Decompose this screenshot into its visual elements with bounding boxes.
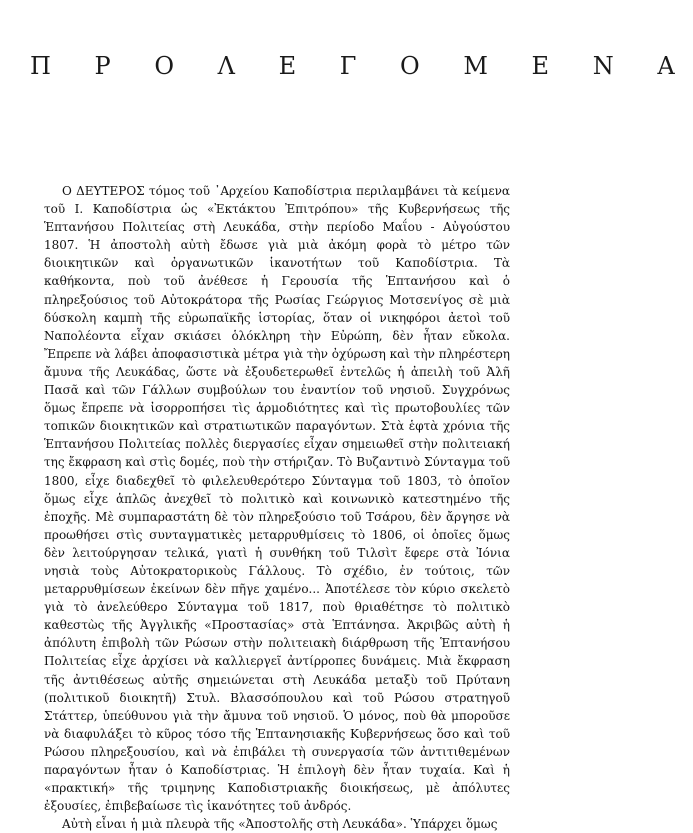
paragraph-1: Ο ΔΕΥΤΕΡΟΣ τόμος τοῦ ᾿Αρχείου Καποδίστρια περιλαμβάνει τὰ κείμενα τοῦ Ι. Καποδίστρια ὡς «Ἐκτάκτου Ἐπιτρόπου» τῆς Κυβερνήσεως τῆς Ἑπτανήσου Πολιτείας στὴ Λευκάδα, στὴν περίοδο Μαΐου - Αὐγούστου 1807. Ἡ ἀποστολὴ αὐτὴ ἔδωσε γιὰ μιὰ ἀκόμη φορὰ τὸ μέτρο τῶν διοικητικῶν καὶ ὀργανωτικῶν ἱκανοτήτων τοῦ Καποδίστρια. Τὰ καθήκοντα, ποὺ τοῦ ἀνέθεσε ἡ Γερουσία τῆς Ἑπτανήσου καὶ ὁ πληρεξούσιος τοῦ Αὐτοκράτορα τῆς Ρωσίας Γεώργιος Μοτσενίγος σὲ μιὰ δύσκολη καμπὴ τῆς εὐρωπαϊκῆς ἱστορίας, ὅταν οἱ νικηφόροι ἀετοὶ τοῦ Ναπολέοντα εἶχαν σκιάσει ὁλόκληρη τὴν Εὐρώπη, δὲν ἦταν εὔκολα. Ἔπρεπε νὰ λάβει ἀποφασιστικὰ μέτρα γιὰ τὴν ὀχύρωση καὶ τὴν πληρέστερη ἄμυνα τῆς Λευκάδας, ὥστε νὰ ἐξουδετερωθεῖ ἐντελῶς ἡ ἀπειλὴ τοῦ Ἀλῆ Πασᾶ καὶ τῶν Γάλλων συμβούλων του ἐναντίον τοῦ νησιοῦ. Συγχρόνως ὅμως ἔπρεπε νὰ ἰσορροπήσει τὶς ἁρμοδιότητες καὶ τὶς πρωτοβουλίες τῶν τοπικῶν διοικητικῶν καὶ στρατιωτικῶν παραγόντων. Στὰ ἑφτὰ χρόνια τῆς Ἑπτανήσου Πολιτείας πολλὲς διεργασίες εἶχαν σημειωθεῖ στὴν πολιτειακή της ἔκφραση καὶ στὶς δομές, ποὺ τὴν στήριζαν. Τὸ Βυζαντινὸ Σύνταγμα τοῦ 1800, εἶχε διαδεχθεῖ τὸ φιλελευθερότερο Σύνταγμα τοῦ 1803, τὸ ὁποῖον ὅμως εἶχε ἁπλῶς ἀνεχθεῖ τὸ πολιτικὸ καὶ κοινωνικὸ κατεστημένο τῆς ἐποχῆς. Μὲ συμπαραστάτη δὲ τὸν πληρεξούσιο τοῦ Τσάρου, δὲν ἄργησε νὰ προωθήσει στὶς συνταγματικὲς μεταρρυθμίσεις τὸ 1806, οἱ ὁποῖες ὅμως δὲν λειτούργησαν τελικά, γιατὶ ἡ συνθήκη τοῦ Τιλσὶτ ἔφερε στὰ Ἰόνια νησιὰ τοὺς Αὐτοκρατορικοὺς Γάλλους. Τὸ σχέδιο, ἐν τούτοις, τῶν μεταρρυθμίσεων ἐκείνων δὲν πῆγε χαμένο... Ἀποτέλεσε τὸν κύριο σκελετὸ γιὰ τὸ ἀνελεύθερο Σύνταγμα τοῦ 1817, ποὺ θριαθέτησε τὸ πολιτικὸ καθεστὼς τῆς Ἀγγλικῆς «Προστασίας» στὰ Ἑπτάνησα. Ἀκριβῶς αὐτὴ ἡ ἀπόλυτη ἐπιβολὴ τῶν Ρώσων στὴν πολιτειακὴ διάρθρωση τῆς Ἑπτανήσου Πολιτείας εἶχε ἀρχίσει νὰ καλλιεργεῖ ἀντίρροπες δυνάμεις. Μιὰ ἔκφραση τῆς ἀντιθέσεως αὐτῆς σημειώνεται στὴ Λευκάδα μεταξὺ τοῦ Πρύτανη (πολιτικοῦ διοικητῆ) Στυλ. Βλασσόπουλου καὶ τοῦ Ρώσου στρατηγοῦ Στάττερ, ὑπεύθυνου γιὰ τὴν ἄμυνα τοῦ νησιοῦ. Ὁ μόνος, ποὺ θὰ μποροῦσε νὰ διαφυλάξει τὸ κῦρος τόσο τῆς Ἑπτανησιακῆς Κυβερνήσεως ὅσο καὶ τοῦ Ρώσου πληρεξουσίου, καὶ νὰ ἐπιβάλει τὴ συνεργασία τῶν ἀντιτιθεμένων παραγόντων ἦταν ὁ Καποδίστριας. Ἡ ἐπιλογὴ δὲν ἦταν τυχαία. Καὶ ἡ «πρακτική» τῆς τριμηνης Καποδιστριακῆς διοικήσεως, μὲ ἀπόλυτες ἐξουσίες, ἐπιβεβαίωσε τὶς ἱκανότητες τοῦ ἀνδρός. [44,184,510,814]
body-text [44,182,510,833]
paragraph-2: Αὐτὴ εἶναι ἡ μιὰ πλευρὰ τῆς «Ἀποστολῆς στὴ Λευκάδα». Ὑπάρχει ὅμως [62,817,498,832]
page-title: Π Ρ Ο Λ Ε Γ Ο Μ Ε Ν Α [30,52,693,80]
